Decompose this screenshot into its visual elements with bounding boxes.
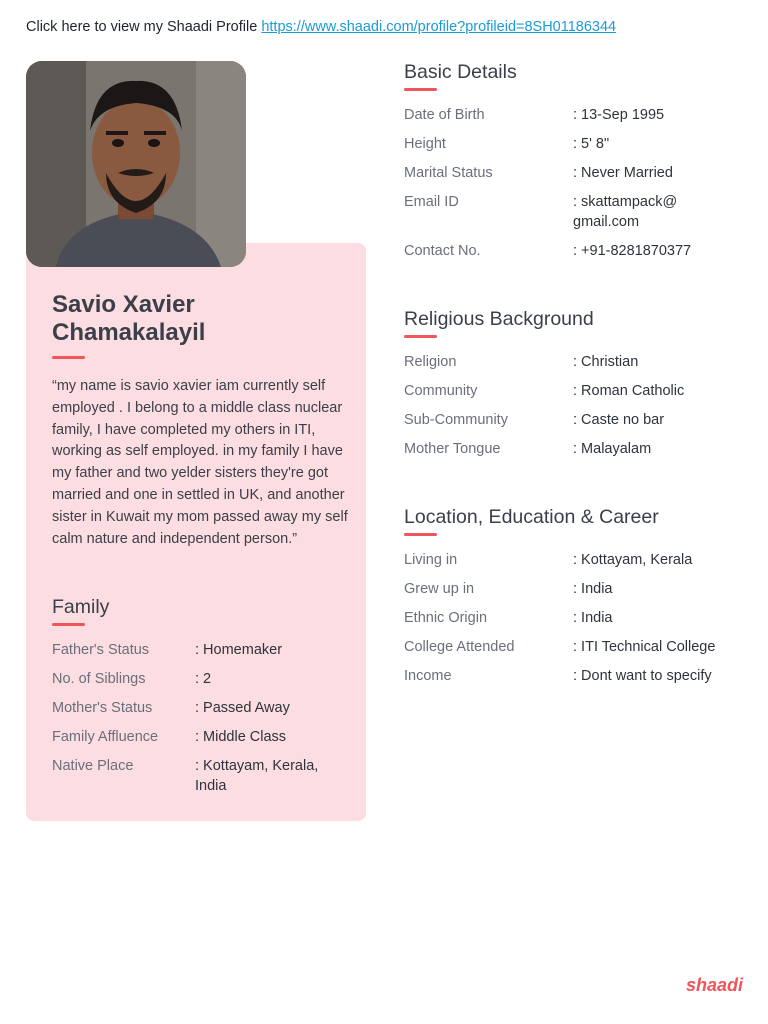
family-value: : Kottayam, Kerala, India (195, 758, 319, 794)
basic-value: : 5' 8" (573, 136, 610, 152)
profile-name (52, 291, 352, 347)
basic-label: Marital Status (404, 165, 493, 181)
religion-label: Religion (404, 354, 457, 370)
religious-background-heading: Religious Background (404, 308, 594, 330)
career-label: College Attended (404, 639, 515, 655)
basic-accent-line (404, 88, 437, 91)
career-value: : India (573, 610, 613, 626)
religion-accent-line (404, 335, 437, 338)
career-label: Grew up in (404, 581, 475, 597)
career-label: Ethnic Origin (404, 610, 488, 626)
religion-label: Sub-Community (404, 412, 508, 428)
profile-name-line1: Savio Xavier (52, 291, 195, 318)
career-value: : India (573, 581, 613, 597)
family-value: : Passed Away (195, 700, 290, 716)
religion-label: Community (404, 383, 478, 399)
basic-details-heading: Basic Details (404, 61, 517, 83)
family-value: : 2 (195, 671, 212, 687)
family-heading: Family (52, 596, 110, 618)
about-text: “my name is savio xavier iam currently self employed . I belong to a middle class nuclear family, I have completed my others in ITI, working as self employed. in my family I have my father and two yelder sisters they're got married and one in settled in UK, and another sister in Kuwait my mom passed away my self calm nature and independent person.” (52, 378, 348, 547)
basic-label: Date of Birth (404, 107, 485, 123)
profile-photo (26, 61, 246, 267)
religion-value: : Roman Catholic (573, 383, 685, 399)
family-label: Father's Status (52, 642, 150, 658)
family-accent-line (52, 623, 85, 626)
basic-value: : 13-Sep 1995 (573, 107, 665, 123)
family-label: Mother's Status (52, 700, 153, 716)
profile-link[interactable]: https://www.shaadi.com/profile?profileid=8SH01186344 (261, 19, 617, 35)
career-accent-line (404, 533, 437, 536)
family-label: Family Affluence (52, 729, 159, 745)
profile-name-line2: Chamakalayil (52, 319, 206, 346)
name-accent-line (52, 356, 85, 359)
religion-value: : Malayalam (573, 441, 652, 457)
family-value: : Middle Class (195, 729, 287, 745)
basic-label: Email ID (404, 194, 459, 210)
religion-value: : Christian (573, 354, 639, 370)
basic-label: Contact No. (404, 243, 481, 259)
basic-value: : skattampack@ gmail.com (573, 194, 678, 230)
basic-value: : Never Married (573, 165, 673, 181)
family-value: : Homemaker (195, 642, 283, 658)
religion-value: : Caste no bar (573, 412, 665, 428)
religion-label: Mother Tongue (404, 441, 501, 457)
shaadi-logo: shaadi (686, 975, 744, 995)
career-value: : Dont want to specify (573, 668, 712, 684)
profile-link-line (26, 19, 616, 35)
basic-label: Height (404, 136, 446, 152)
basic-value: : +91-8281870377 (573, 243, 692, 259)
career-label: Income (404, 668, 452, 684)
career-heading: Location, Education & Career (404, 506, 659, 528)
family-label: Native Place (52, 758, 134, 774)
family-label: No. of Siblings (52, 671, 146, 687)
career-value: : Kottayam, Kerala (573, 552, 693, 568)
career-value: : ITI Technical College (573, 639, 716, 655)
profile-link-prompt: Click here to view my Shaadi Profile (26, 19, 258, 35)
career-label: Living in (404, 552, 458, 568)
